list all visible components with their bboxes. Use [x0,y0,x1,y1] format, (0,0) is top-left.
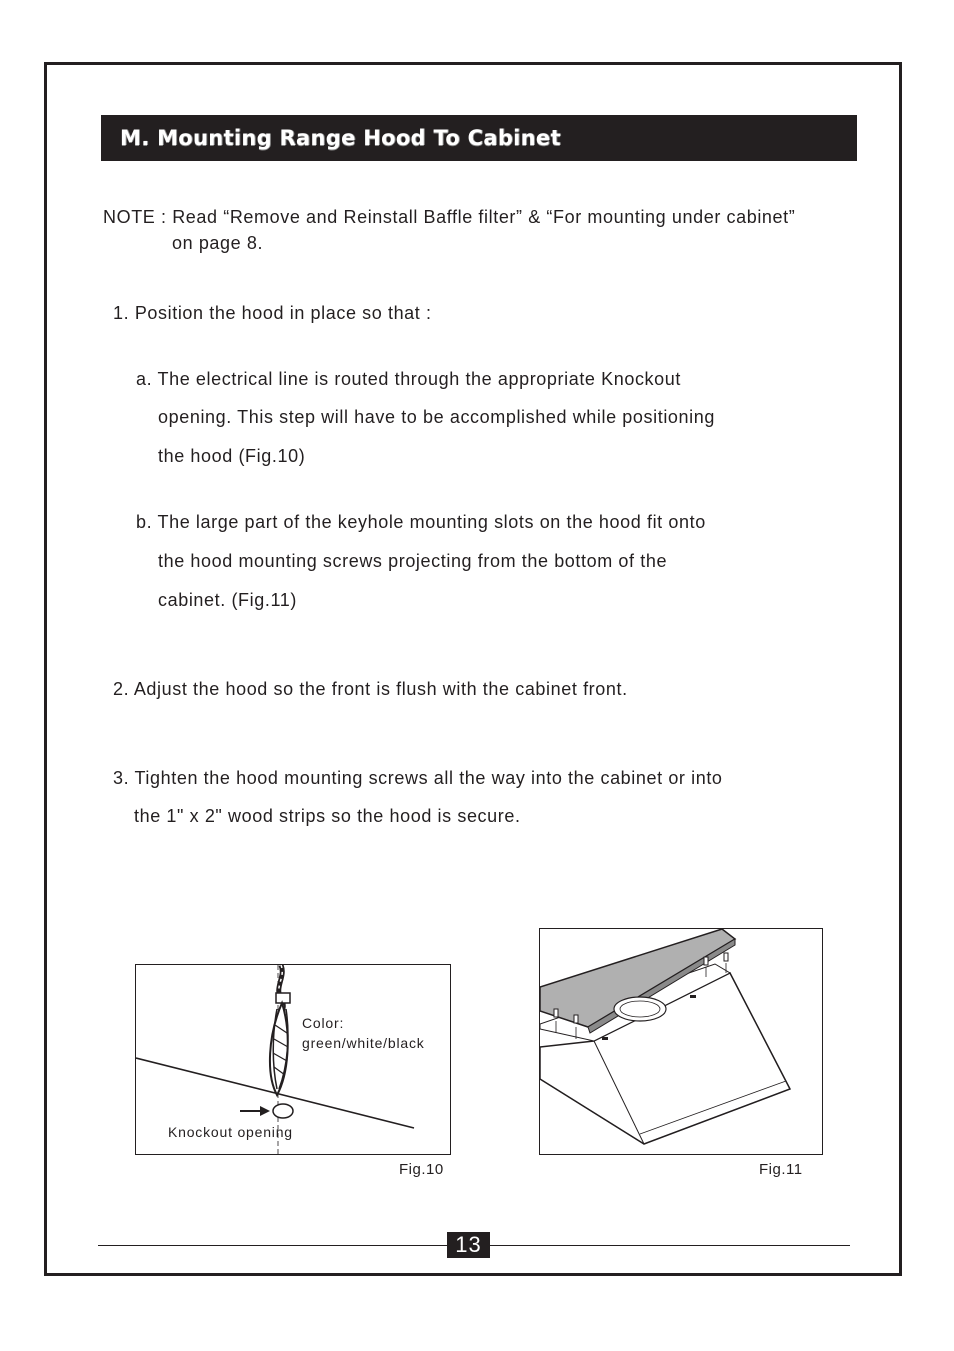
figure-11 [539,928,823,1155]
section-title-bar [101,115,857,161]
step-1b-line-1: b. The large part of the keyhole mounting slots on the hood fit onto [136,512,706,532]
page-number: 13 [447,1232,490,1258]
step-2: 2. Adjust the hood so the front is flush with the cabinet front. [113,679,628,699]
figure-10 [135,964,451,1155]
footer-rule-left [98,1245,447,1246]
step-1a-line-1: a. The electrical line is routed through the appropriate Knockout [136,369,681,389]
step-1b-line-2: the hood mounting screws projecting from the bottom of the [158,551,668,571]
note-line-2: on page 8. [172,233,264,253]
step-1b-line-3: cabinet. (Fig.11) [158,590,297,610]
wire-color-value: green/white/black [302,1035,425,1051]
section-title: M. Mounting Range Hood To Cabinet [120,126,561,150]
step-1: 1. Position the hood in place so that : [113,303,432,323]
figure-10-caption: Fig.10 [399,1161,444,1178]
step-1a-line-3: the hood (Fig.10) [158,446,306,466]
step-1a-line-2: opening. This step will have to be accomplished while positioning [158,407,715,427]
step-3-line-1: 3. Tighten the hood mounting screws all the way into the cabinet or into [113,768,723,788]
hood-under-cabinet-illustration [540,929,823,1155]
figure-11-caption: Fig.11 [759,1161,803,1178]
wire-color-label: Color: [302,1015,345,1031]
knockout-opening-label: Knockout opening [168,1124,293,1140]
footer-rule-right [490,1245,850,1246]
note-line-1: NOTE : Read “Remove and Reinstall Baffle filter” & “For mounting under cabinet” [103,207,796,227]
step-3-line-2: the 1" x 2" wood strips so the hood is secure. [134,806,521,826]
